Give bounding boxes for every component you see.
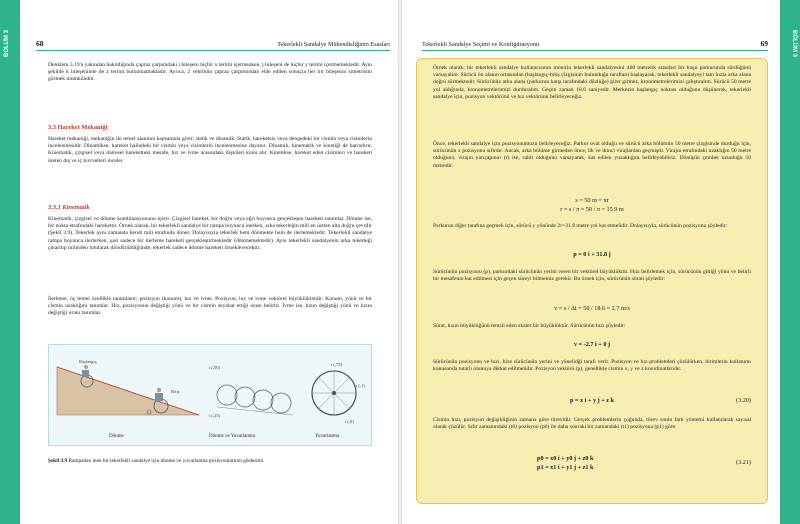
section-heading: 3.3 Hareket Mekaniği — [48, 124, 108, 131]
example-paragraph-6: Sürücünün pozisyonu ve hızı, bize sürücünün yerini ve yönelidği tarafı verir. Pozisyon ve hız problemleri çözülürken, birimlerin kullanımı konusunda tutarlı olunuya dikkat edilmelidir. Pozisyon vektörü (p), genellikle cismin x, y ve z koordinatlarıdır. — [433, 359, 751, 373]
chapter-tab-right — [780, 0, 800, 524]
page-number: 69 — [760, 39, 768, 48]
figure-illustration — [49, 345, 371, 445]
figure-3-9 — [48, 344, 372, 446]
equation-p0: p0 = x0 i + y0 j + z0 k — [537, 455, 594, 462]
page-header — [36, 36, 390, 48]
wheel-sequence-icon — [217, 385, 293, 415]
example-paragraph-4: Sürücünün pozisyonu (p), parkurdaki sürücünün yerini veren bir vektörel büyüklüktür. Hızı belirlemek için, sürücünün gittiği yönü ve belirli bir mesafenin kat edilmesi için geçen süreyi bilmemiz gerekir. Bu örnek için, sürücünün sürati şöyledir: — [433, 269, 751, 283]
example-paragraph-5: Sürat, hızın büyüklüğünü temsil eden skaler bir büyüklüktür. Sürücünün hızı şöyledir: — [433, 323, 626, 329]
equation-position: p = 0 i + 31.8 j — [573, 251, 611, 258]
running-title: Tekerlekli Sandalye Seçimi ve Konfigürasyonu — [422, 41, 540, 48]
equation-number-3-20: (3.20) — [736, 397, 751, 404]
page-header — [422, 36, 768, 48]
header-rule — [36, 50, 390, 51]
panel-yuvarlanma-label: Yuvarlanma — [315, 434, 340, 439]
page-number: 68 — [36, 39, 44, 48]
left-page — [20, 0, 398, 524]
chapter-tab-label: BÖLÜM 3 — [791, 30, 797, 57]
label-t25: t (,25) — [209, 413, 220, 418]
example-paragraph-1: Örnek olarak; bir tekerlekli sandalye kullanıcısının motorlu tekerlekli sandalyesini 400 metrelik standart bir koşu parkurunda sürdüğünü varsayalım. Sürücü ön alanın ortasından (başlangıç-bitiş çizgisinin bulunduğu taraftan) başlayarak, tekerlekli sandalyeyi tam hızla arka alana doğru sürmektedir. Sürücünüz arka alana (parkurun karşı tarafındaki düzlüğe) girer girmez, kronometrelerimizi çalıştıralım. Sürücü 50 metre yol aldığında, kronometrelerimizi durduralım. Geçen zaman 18.6 saniyedir. Merkezin başlangıç noktası olduğunu düşünerek, tekerlekli sandalye için, pozisyon vektörünü ve hız vektörünü belirleyeceğiz. — [433, 65, 751, 100]
chapter-tab-left — [0, 0, 20, 524]
example-box — [416, 58, 768, 504]
label-t1: t (,1) — [356, 383, 365, 388]
spoked-wheel-icon — [312, 371, 356, 415]
subsection-heading: 3.3.1 Kinematik — [48, 204, 90, 211]
label-bitis: Bitiş — [171, 389, 180, 394]
label-t50: t (,50) — [209, 365, 220, 370]
label-t0: t (,0) — [345, 419, 354, 424]
example-paragraph-3: Parkurun diğer tarafına geçmek için, sürücü y yönünde 2r=31.8 metre yol kat etmelidir. Dolayısıyla, sürücünün pozisyonu şöyledir: — [433, 223, 728, 229]
label-t75: t (,75) — [331, 362, 342, 367]
header-rule — [422, 50, 768, 51]
running-title: Tekerlekli Sandalye Mühendisliğinin Esasları — [277, 41, 390, 48]
equation-speed: v = s / Δt = 50 / 18.6 = 2.7 m/s — [554, 305, 630, 312]
equation-position-vector: p = x i + y j + z k — [569, 397, 615, 404]
example-paragraph-7: Cismin hızı, pozisyon değişikliğinin zamana göre türevidir. Gerçek problemlerin çoğunda, türev sonlu fark yöntemi kullanılarak sayısal olarak çözülür. Sıfır zamanındaki (t0) pozisyon (p0) ile daha sonraki bir zamandaki (t1) pozisyona (p1) göre: — [433, 417, 751, 431]
equation-number-3-21: (3.21) — [736, 459, 751, 466]
equation-arc-length: s = 50 m = πr — [575, 197, 609, 204]
panel-donme-yuvarlanma-label: Dönme ve Yuvarlanma — [209, 434, 255, 439]
figure-caption — [48, 458, 368, 464]
equation-velocity: v = -2.7 i + 0 j — [573, 341, 611, 348]
definition-paragraph: İlerleme, üç temel özellikle tanımlanır; pozisyon (konum), hız ve ivme. Pozisyon, hız ve ivme vektörel büyüklüklerdir. Konum, yönü ve bir cismin uzaklığını tanımlar. Hız, pozisyonun değiştiği yönü ve bir cismin seyahat ettiği oranı belirtir. İvme ise, hızın değiştiği yönü ve hızın değiştiği oranı tanımlar. — [48, 296, 372, 317]
chapter-tab-label: BÖLÜM 3 — [4, 30, 10, 57]
caption-label: Şekil 3.9 — [48, 458, 68, 464]
example-paragraph-2: Önce, tekerlekli sandalye için pozisyonumuzu belirleyeceğiz. Parkur oval olduğu ve sürücü arka bölümün 50 metre çizgisinde durduğu için, sürücünün x pozisyonu sıfırdır. Ancak, arka bölüme girmeden önce, ilk ve ikinci virajlardan geçmiştir. Virajın etrafındaki uzaklığın 50 metre olduğunu, virajın yarıçapının (r) ise, sabit olduğunu varsayarak, kat edilen yuzaklığını belirleyebiliriz. Dönüşün çember uzunluğu 50 metredir: — [433, 141, 751, 169]
equation-radius: r = s / π = 50 / π = 15.9 m — [560, 206, 624, 213]
section-paragraph: Hareket mekaniği, mekaniğin iki temel alanının kapsamına girer; statik ve dinamik. Statik, hareketsiz veya dengedeki bir cismin veya cisimlerin incelenmesidir. Dinamikse, hareket halindeki bir cismin veya cisimlerin incelenmesine dayanır. Dinamik, kinematik ve kinetiği de barındırır. Kinematik, çizgisel veya dairesel hareketteki mesafe, hız ve ivme arasındaki ilişkileri konu alır. Kinetikse, hareket eden cisimleri ve hareketi üreten dış ve iç kuvvetleri inceler. — [48, 136, 372, 164]
label-baslangic: Başlangıç — [79, 359, 97, 364]
kinematik-paragraph: Kinematik, çizgisel ve dönme kombinasyonunu içerir. Çizgisel hareket, bir doğru veya eğri boyunca gerçekleşen hareketi tanımlar. Dönme ise, bir nokta etrafındaki harekettir. Örnek olarak, bir tekerlekli sandalye bir rampa boyunca inerken, arka tekerleğin mili en üstten alta doğru çevrilir (Şekil 3.9). Tekerlek aynı zamanda kendi mili etrafında döner. Dolayısıyla tekerlek hem dönmekte hem de ilerlemektedir. Tekerlekli sandalye rampa boyunca ilerlerken, şasi sadece bir ilerleme hareketi gerçekleştirmektedir (dönmemektedir). Aynı tekerlekli sandalyenin arka tekerleği çıkarılıp milinden tutularak döndürüldüğünde, tekerlek sadece dönme hareketi örneklevecektir. — [48, 216, 372, 251]
equation-p1: p1 = x1 i + y1 j + z1 k — [537, 464, 594, 471]
intro-paragraph: Denklem 3.19'a yakından bakıldığında çapraz çarpımdaki i bileşeni hiçbir x terimi içermezken, j bileşeni de hiçbir y terimi içermemektedir. Aynı şekilde k bileşeninde de z terimi bulunmamaktadır. Ayrıca, 2 vektörün çapraz çarpımından elde edilen sonuçta her bir bileşenin simetrisini görmek mümkündür. — [48, 62, 372, 83]
caption-text: Rampadan inen bir tekerlekli sandalye için dönme ve yuvarlanma pozisyonlarının gösterimi. — [68, 458, 265, 464]
panel-donme-label: Dönme — [109, 434, 124, 439]
right-page — [402, 0, 780, 524]
